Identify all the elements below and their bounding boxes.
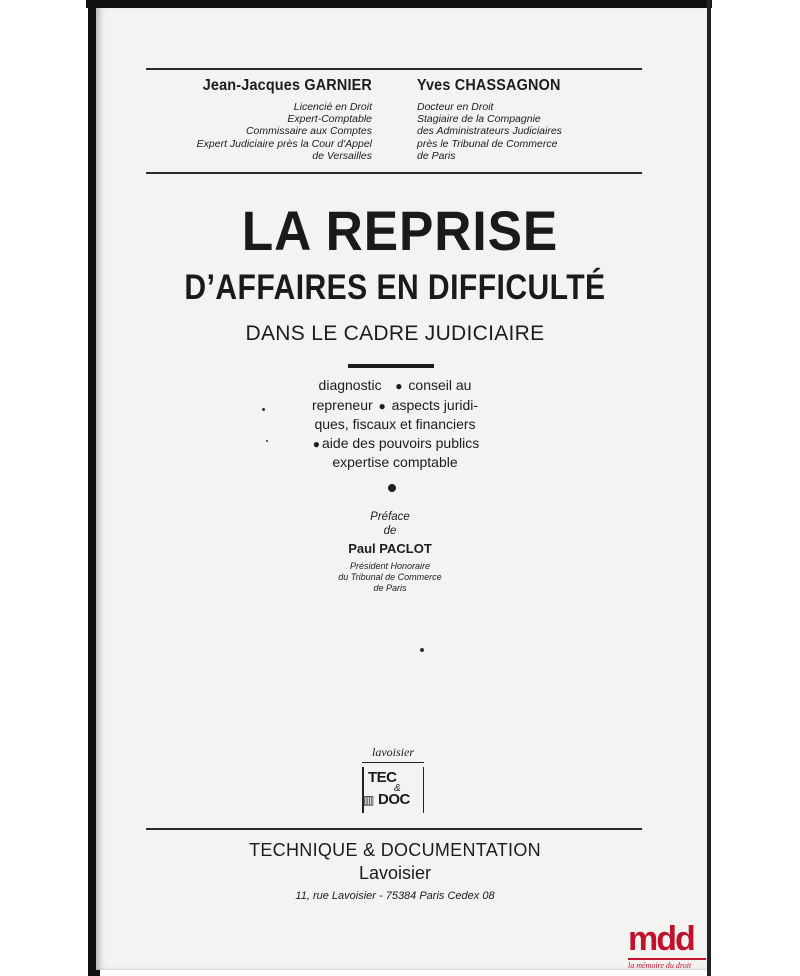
- publisher-top-rule: [146, 828, 642, 830]
- watermark-text: mdd: [628, 920, 694, 958]
- publisher-address: 11, rue Lavoisier - 75384 Paris Cedex 08: [295, 890, 495, 902]
- publisher-logo: [362, 745, 424, 811]
- logo-doc-text: DOC: [378, 791, 410, 808]
- logo-lavoisier-text: lavoisier: [362, 745, 424, 763]
- author-chassagnon: [417, 77, 637, 162]
- logo-tec-doc-box: [362, 767, 424, 813]
- author-credentials: [417, 101, 637, 162]
- preface-title-line: du Tribunal de Commerce: [338, 572, 442, 582]
- credential-line: Expert-Comptable: [287, 113, 372, 126]
- top-rule: [146, 68, 642, 70]
- topics-line: [280, 434, 510, 454]
- credential-line: Expert Judiciaire près la Cour d'Appel: [196, 137, 372, 150]
- scan-speck: [420, 648, 424, 652]
- preface-by: de: [383, 525, 397, 537]
- mdd-watermark-logo: [628, 922, 718, 976]
- logo-tec-text: TEC: [368, 769, 397, 786]
- topics-line: ques, fiscaux et financiers: [314, 416, 476, 432]
- preface-label: Préface: [370, 511, 410, 523]
- preface-title-line: de Paris: [373, 583, 407, 593]
- topics-line: [280, 376, 510, 396]
- credential-line: Commissaire aux Comptes: [245, 125, 372, 138]
- publisher-imprint: Lavoisier: [358, 863, 432, 883]
- scan-speck: [266, 440, 268, 442]
- book-title-second-line: D’AFFAIRES EN DIFFICULTÉ: [184, 268, 606, 307]
- book-subtitle: DANS LE CADRE JUDICIAIRE: [245, 322, 545, 345]
- credential-line: Stagiaire de la Compagnie: [417, 113, 541, 126]
- watermark-underline: [628, 958, 706, 960]
- credential-line: de Versailles: [312, 149, 372, 162]
- publisher-block: [150, 840, 640, 902]
- preface-block: [300, 510, 480, 594]
- preface-author-title: [300, 561, 480, 594]
- publisher-name: TECHNIQUE & DOCUMENTATION: [249, 840, 541, 860]
- preface-title-line: Président Honoraire: [349, 561, 431, 571]
- credential-line: près le Tribunal de Commerce: [417, 137, 558, 150]
- topic-text: diagnostic: [318, 377, 382, 393]
- book-title-main: LA REPRISE: [241, 199, 559, 262]
- page-right-edge: [707, 0, 711, 976]
- logo-amp-text: &: [394, 783, 401, 794]
- bullet-dot-icon: ●: [378, 398, 386, 413]
- scan-speck: [262, 408, 265, 411]
- topic-text: aspects juridi-: [391, 396, 479, 413]
- bullet-dot-icon: ●: [312, 436, 321, 451]
- authors-bottom-rule: [146, 172, 642, 174]
- page-top-edge: [86, 0, 712, 8]
- author-credentials: [172, 101, 372, 162]
- topics-line: [280, 396, 510, 416]
- credential-line: de Paris: [417, 149, 456, 162]
- section-bullet-icon: [388, 484, 396, 492]
- watermark-tagline: la mémoire du droit: [628, 961, 692, 970]
- credential-line: Docteur en Droit: [417, 101, 494, 113]
- credential-line: des Administrateurs Judiciaires: [417, 125, 562, 138]
- topic-text: repreneur: [311, 396, 373, 413]
- credential-line: Licencié en Droit: [293, 101, 372, 113]
- bullet-dot-icon: ●: [395, 379, 403, 393]
- topic-text: aide des pouvoirs publics: [322, 434, 480, 451]
- title-divider: [348, 364, 434, 368]
- author-garnier: [172, 77, 372, 162]
- topics-line: expertise comptable: [332, 454, 458, 470]
- book-icon: ▥: [363, 793, 375, 807]
- topic-text: conseil au: [408, 377, 472, 393]
- topics-list: [280, 376, 510, 472]
- author-name: Jean-Jacques GARNIER: [202, 77, 372, 94]
- author-name: Yves CHASSAGNON: [417, 77, 561, 94]
- preface-author-name: Paul PACLOT: [348, 541, 432, 556]
